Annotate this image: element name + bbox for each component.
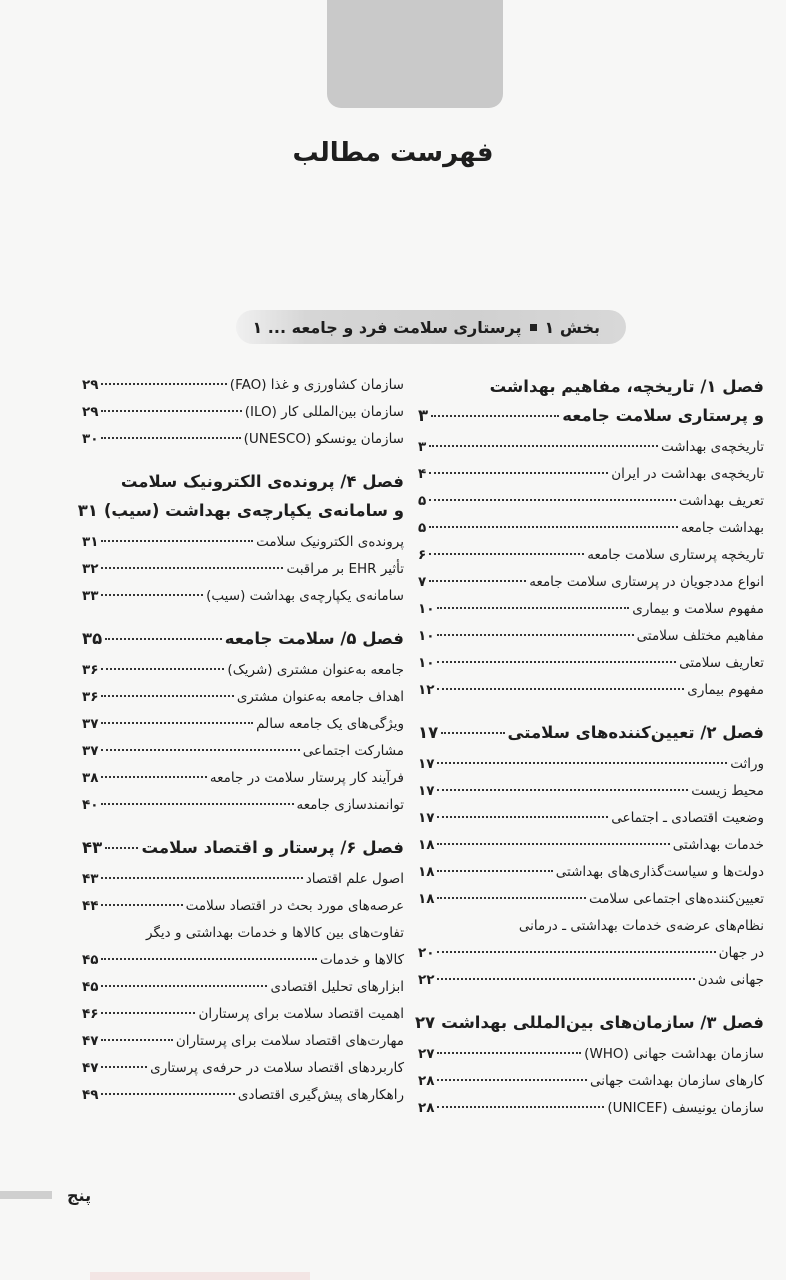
toc-entry-text: اهمیت اقتصاد سلامت برای پرستاران: [198, 1006, 404, 1022]
chapter-page-number: ۳: [418, 406, 429, 425]
dot-leader: [437, 816, 608, 818]
toc-entry: [82, 893, 404, 920]
toc-page-number: ۳۰: [82, 431, 99, 447]
toc-page-number: ۷: [418, 574, 427, 590]
toc-entry-text: مفهوم بیماری: [687, 682, 764, 698]
toc-entry: [418, 1095, 764, 1122]
dot-leader: [437, 897, 585, 899]
dot-leader: [101, 594, 203, 596]
dot-leader: [437, 661, 676, 663]
section-title: پرستاری سلامت فرد و جامعه ... ۱: [252, 317, 522, 337]
toc-entry-text: پرونده‌ی الکترونیک سلامت: [256, 534, 404, 550]
dot-leader: [105, 847, 138, 849]
toc-entry: [82, 1028, 404, 1055]
dot-leader: [101, 1012, 195, 1014]
toc-entry-text: تأثیر EHR بر مراقبت: [286, 561, 404, 577]
chapter-spacer: [82, 610, 404, 624]
square-bullet-icon: [530, 324, 537, 331]
toc-entry: [418, 515, 764, 542]
chapter-title-text: فصل ۱/ تاریخچه، مفاهیم بهداشت: [489, 377, 764, 396]
toc-entry: [82, 765, 404, 792]
toc-entry: [82, 529, 404, 556]
toc-entry-text: ابزارهای تحلیل اقتصادی: [270, 979, 404, 995]
dot-leader: [429, 580, 526, 582]
toc-entry-text: نظام‌های عرضه‌ی خدمات بهداشتی ـ درمانی: [518, 918, 764, 934]
toc-entry-text: بهداشت جامعه: [680, 520, 764, 536]
toc-entry: [418, 542, 764, 569]
toc-entry-continued: [82, 920, 404, 947]
toc-page-number: ۲۹: [82, 404, 99, 420]
toc-entry: [418, 650, 764, 677]
toc-entry: [82, 711, 404, 738]
dot-leader: [429, 472, 608, 474]
dot-leader: [101, 437, 240, 439]
toc-page-number: ۳۱: [82, 534, 99, 550]
toc-entry-text: سامانه‌ی یکپارچه‌ی بهداشت (سیب): [206, 588, 404, 604]
chapter-heading: [82, 624, 404, 653]
toc-entry: [82, 426, 404, 453]
toc-page-number: ۳۷: [82, 716, 99, 732]
toc-entry: [418, 805, 764, 832]
dot-leader: [101, 383, 226, 385]
toc-entry: [418, 967, 764, 994]
toc-entry: [418, 677, 764, 704]
toc-page-number: ۳: [418, 439, 427, 455]
dot-leader: [101, 803, 293, 805]
toc-entry-text: ویژگی‌های یک جامعه سالم: [256, 716, 404, 732]
dot-leader: [101, 749, 299, 751]
toc-entry-text: وضعیت اقتصادی ـ اجتماعی: [611, 810, 764, 826]
toc-entry: [418, 434, 764, 461]
toc-page-number: ۴۹: [82, 1087, 99, 1103]
toc-entry-text: تعریف بهداشت: [678, 493, 764, 509]
toc-entry-text: اصول علم اقتصاد: [305, 871, 404, 887]
toc-entry: [418, 1041, 764, 1068]
dot-leader: [101, 1093, 234, 1095]
toc-page-number: ۴۵: [82, 952, 99, 968]
chapter-heading: [418, 718, 764, 747]
toc-page-number: ۲۰: [418, 945, 435, 961]
toc-page-number: ۳۶: [82, 689, 99, 705]
toc-entry-text: کارهای سازمان بهداشت جهانی: [589, 1073, 764, 1089]
toc-entry: [82, 556, 404, 583]
chapter-page-number: ۴۳: [82, 838, 103, 857]
dot-leader: [101, 904, 182, 906]
dot-leader: [437, 951, 715, 953]
page-title: فهرست مطالب: [292, 138, 494, 168]
dot-leader: [437, 1052, 581, 1054]
toc-entry: [82, 947, 404, 974]
toc-entry-text: توانمندسازی جامعه: [296, 797, 404, 813]
toc-page-number: ۱۰: [418, 601, 435, 617]
toc-entry-text: کالاها و خدمات: [319, 952, 404, 968]
chapter-heading: [418, 372, 764, 430]
toc-entry: [82, 583, 404, 610]
chapter-spacer: [418, 704, 764, 718]
dot-leader: [101, 540, 253, 542]
toc-page-number: ۳۳: [82, 588, 99, 604]
toc-entry-text: مفاهیم مختلف سلامتی: [636, 628, 764, 644]
dot-leader: [437, 762, 727, 764]
toc-page-number: ۴۴: [82, 898, 99, 914]
dot-leader: [101, 695, 233, 697]
toc-entry-text: مهارت‌های اقتصاد سلامت برای پرستاران: [175, 1033, 404, 1049]
toc-entry-text: فرآیند کار پرستار سلامت در جامعه: [209, 770, 404, 786]
toc-entry-text: تاریخچه‌ی بهداشت: [660, 439, 764, 455]
section-heading: [236, 310, 626, 344]
chapter-title-text: فصل ۵/ سلامت جامعه: [224, 629, 404, 648]
dot-leader: [429, 553, 584, 555]
toc-entry-text: در جهان: [718, 945, 764, 961]
toc-page-number: ۴۳: [82, 871, 99, 887]
toc-entry-text: اهداف جامعه به‌عنوان مشتری: [236, 689, 404, 705]
toc-entry: [418, 859, 764, 886]
toc-entry: [418, 569, 764, 596]
dot-leader: [101, 722, 253, 724]
chapter-heading: [82, 833, 404, 862]
chapter-title-text: فصل ۶/ پرستار و اقتصاد سلامت: [141, 838, 404, 857]
toc-page-number: ۱۸: [418, 891, 435, 907]
chapter-title-text: و سامانه‌ی یکپارچه‌ی بهداشت (سیب): [103, 501, 404, 520]
chapter-title-text: فصل ۴/ پرونده‌ی الکترونیک سلامت: [120, 472, 404, 491]
bottom-edge-mark: [90, 1272, 310, 1280]
page-number: پنج: [67, 1186, 92, 1205]
toc-entry: [418, 623, 764, 650]
dot-leader: [429, 445, 658, 447]
toc-entry-text: سازمان کشاورزی و غذا (FAO): [229, 377, 404, 393]
chapter-page-number: ۱۷: [418, 723, 439, 742]
toc-entry-text: سازمان بین‌المللی کار (ILO): [244, 404, 404, 420]
toc-page-number: ۱۸: [418, 837, 435, 853]
chapter-title-text: فصل ۲/ تعیین‌کننده‌های سلامتی: [507, 723, 764, 742]
dot-leader: [437, 789, 688, 791]
dot-leader: [437, 843, 669, 845]
toc-entry-continued: [418, 913, 764, 940]
dot-leader: [101, 1066, 147, 1068]
toc-page-number: ۴: [418, 466, 427, 482]
toc-entry-text: خدمات بهداشتی: [672, 837, 764, 853]
toc-entry: [418, 488, 764, 515]
toc-entry: [82, 974, 404, 1001]
toc-page-number: ۴۰: [82, 797, 99, 813]
toc-entry-text: عرصه‌های مورد بحث در اقتصاد سلامت: [185, 898, 404, 914]
toc-entry: [418, 940, 764, 967]
toc-page-number: ۶: [418, 547, 427, 563]
toc-entry-text: تفاوت‌های بین کالاها و خدمات بهداشتی و دیگر: [146, 925, 404, 941]
toc-entry: [82, 792, 404, 819]
toc-page-number: ۳۶: [82, 662, 99, 678]
chapter-spacer: [82, 453, 404, 467]
dot-leader: [101, 1039, 172, 1041]
chapter-title-line: [77, 496, 404, 525]
toc-entry: [418, 596, 764, 623]
dot-leader: [429, 499, 676, 501]
toc-page-number: ۱۰: [418, 655, 435, 671]
toc-page-number: ۲۸: [418, 1073, 435, 1089]
chapter-title-line: [418, 401, 764, 430]
footer-bar: [0, 1191, 52, 1199]
chapter-title-text: و پرستاری سلامت جامعه: [562, 406, 764, 425]
dot-leader: [101, 958, 316, 960]
chapter-heading: [414, 1008, 764, 1037]
toc-entry-text: سازمان یونیسف (UNICEF): [607, 1100, 764, 1116]
toc-entry-text: سازمان بهداشت جهانی (WHO): [584, 1046, 764, 1062]
toc-entry: [418, 461, 764, 488]
toc-entry: [418, 886, 764, 913]
toc-entry-text: جامعه به‌عنوان مشتری (شریک): [227, 662, 404, 678]
dot-leader: [437, 1106, 604, 1108]
dot-leader: [101, 985, 267, 987]
toc-entry-text: وراثت: [730, 756, 764, 772]
section-label: بخش ۱: [544, 317, 600, 337]
toc-entry: [82, 738, 404, 765]
toc-page-number: ۱۰: [418, 628, 435, 644]
chapter-spacer: [82, 819, 404, 833]
dot-leader: [441, 732, 504, 734]
dot-leader: [437, 607, 629, 609]
toc-entry-text: دولت‌ها و سیاست‌گذاری‌های بهداشتی: [555, 864, 764, 880]
dot-leader: [437, 978, 694, 980]
chapter-page-number: ۳۵: [82, 629, 103, 648]
dot-leader: [431, 415, 559, 417]
toc-entry: [82, 1055, 404, 1082]
toc-entry-text: تعاریف سلامتی: [679, 655, 764, 671]
toc-entry: [82, 399, 404, 426]
toc-entry: [418, 751, 764, 778]
toc-entry: [82, 1001, 404, 1028]
toc-page-number: ۳۲: [82, 561, 99, 577]
toc-entry: [82, 1082, 404, 1109]
toc-entry: [82, 372, 404, 399]
toc-page-number: ۳۸: [82, 770, 99, 786]
toc-page-number: ۳۷: [82, 743, 99, 759]
toc-entry: [82, 866, 404, 893]
toc-page-number: ۲۹: [82, 377, 99, 393]
dot-leader: [101, 877, 302, 879]
toc-entry: [418, 778, 764, 805]
toc-page-number: ۲۸: [418, 1100, 435, 1116]
toc-page-number: ۱۲: [418, 682, 435, 698]
toc-entry-text: تاریخچه‌ی بهداشت در ایران: [611, 466, 764, 482]
toc-entry-text: جهانی شدن: [697, 972, 764, 988]
toc-entry: [418, 832, 764, 859]
toc-page-number: ۱۷: [418, 756, 435, 772]
toc-entry-text: مشارکت اجتماعی: [302, 743, 404, 759]
toc-column-right: [414, 372, 764, 1122]
toc-page-number: ۱۷: [418, 783, 435, 799]
dot-leader: [101, 410, 241, 412]
toc-entry-text: سازمان یونسکو (UNESCO): [243, 431, 404, 447]
dot-leader: [105, 638, 222, 640]
toc-entry-text: انواع مددجویان در پرستاری سلامت جامعه: [529, 574, 764, 590]
toc-page-number: ۱۷: [418, 810, 435, 826]
chapter-title-line: [414, 1008, 764, 1037]
dot-leader: [437, 870, 552, 872]
dot-leader: [429, 526, 678, 528]
toc-page-number: ۴۵: [82, 979, 99, 995]
dot-leader: [437, 634, 633, 636]
toc-page-number: ۱۸: [418, 864, 435, 880]
toc-column-left: [77, 372, 404, 1109]
toc-entry: [82, 684, 404, 711]
toc-entry-text: مفهوم سلامت و بیماری: [632, 601, 764, 617]
dot-leader: [437, 1079, 587, 1081]
chapter-title-line: [82, 833, 404, 862]
header-tab: [327, 0, 503, 108]
chapter-title-text: فصل ۳/ سازمان‌های بین‌المللی بهداشت: [441, 1013, 764, 1032]
toc-entry-text: تعیین‌کننده‌های اجتماعی سلامت: [588, 891, 764, 907]
toc-page-number: ۲۷: [418, 1046, 435, 1062]
toc-entry-text: راهکارهای پیش‌گیری اقتصادی: [237, 1087, 404, 1103]
toc-page-number: ۴۷: [82, 1060, 99, 1076]
chapter-title-line: [82, 467, 404, 496]
dot-leader: [101, 567, 283, 569]
toc-page-number: ۵: [418, 520, 427, 536]
dot-leader: [101, 776, 206, 778]
dot-leader: [101, 668, 224, 670]
dot-leader: [437, 688, 684, 690]
toc-page-number: ۲۲: [418, 972, 435, 988]
chapter-page-number: ۳۱: [77, 501, 98, 520]
toc-entry-text: تاریخچه پرستاری سلامت جامعه: [587, 547, 764, 563]
toc-entry-text: کاربردهای اقتصاد سلامت در حرفه‌ی پرستاری: [150, 1060, 404, 1076]
toc-entry: [418, 1068, 764, 1095]
chapter-heading: [77, 467, 404, 525]
chapter-title-line: [418, 718, 764, 747]
toc-entry-text: محیط زیست: [691, 783, 764, 799]
toc-page-number: ۴۶: [82, 1006, 99, 1022]
toc-entry: [82, 657, 404, 684]
toc-page-number: ۴۷: [82, 1033, 99, 1049]
chapter-title-line: [82, 624, 404, 653]
chapter-spacer: [418, 994, 764, 1008]
chapter-title-line: [418, 372, 764, 401]
toc-page-number: ۵: [418, 493, 427, 509]
chapter-page-number: ۲۷: [414, 1013, 436, 1032]
